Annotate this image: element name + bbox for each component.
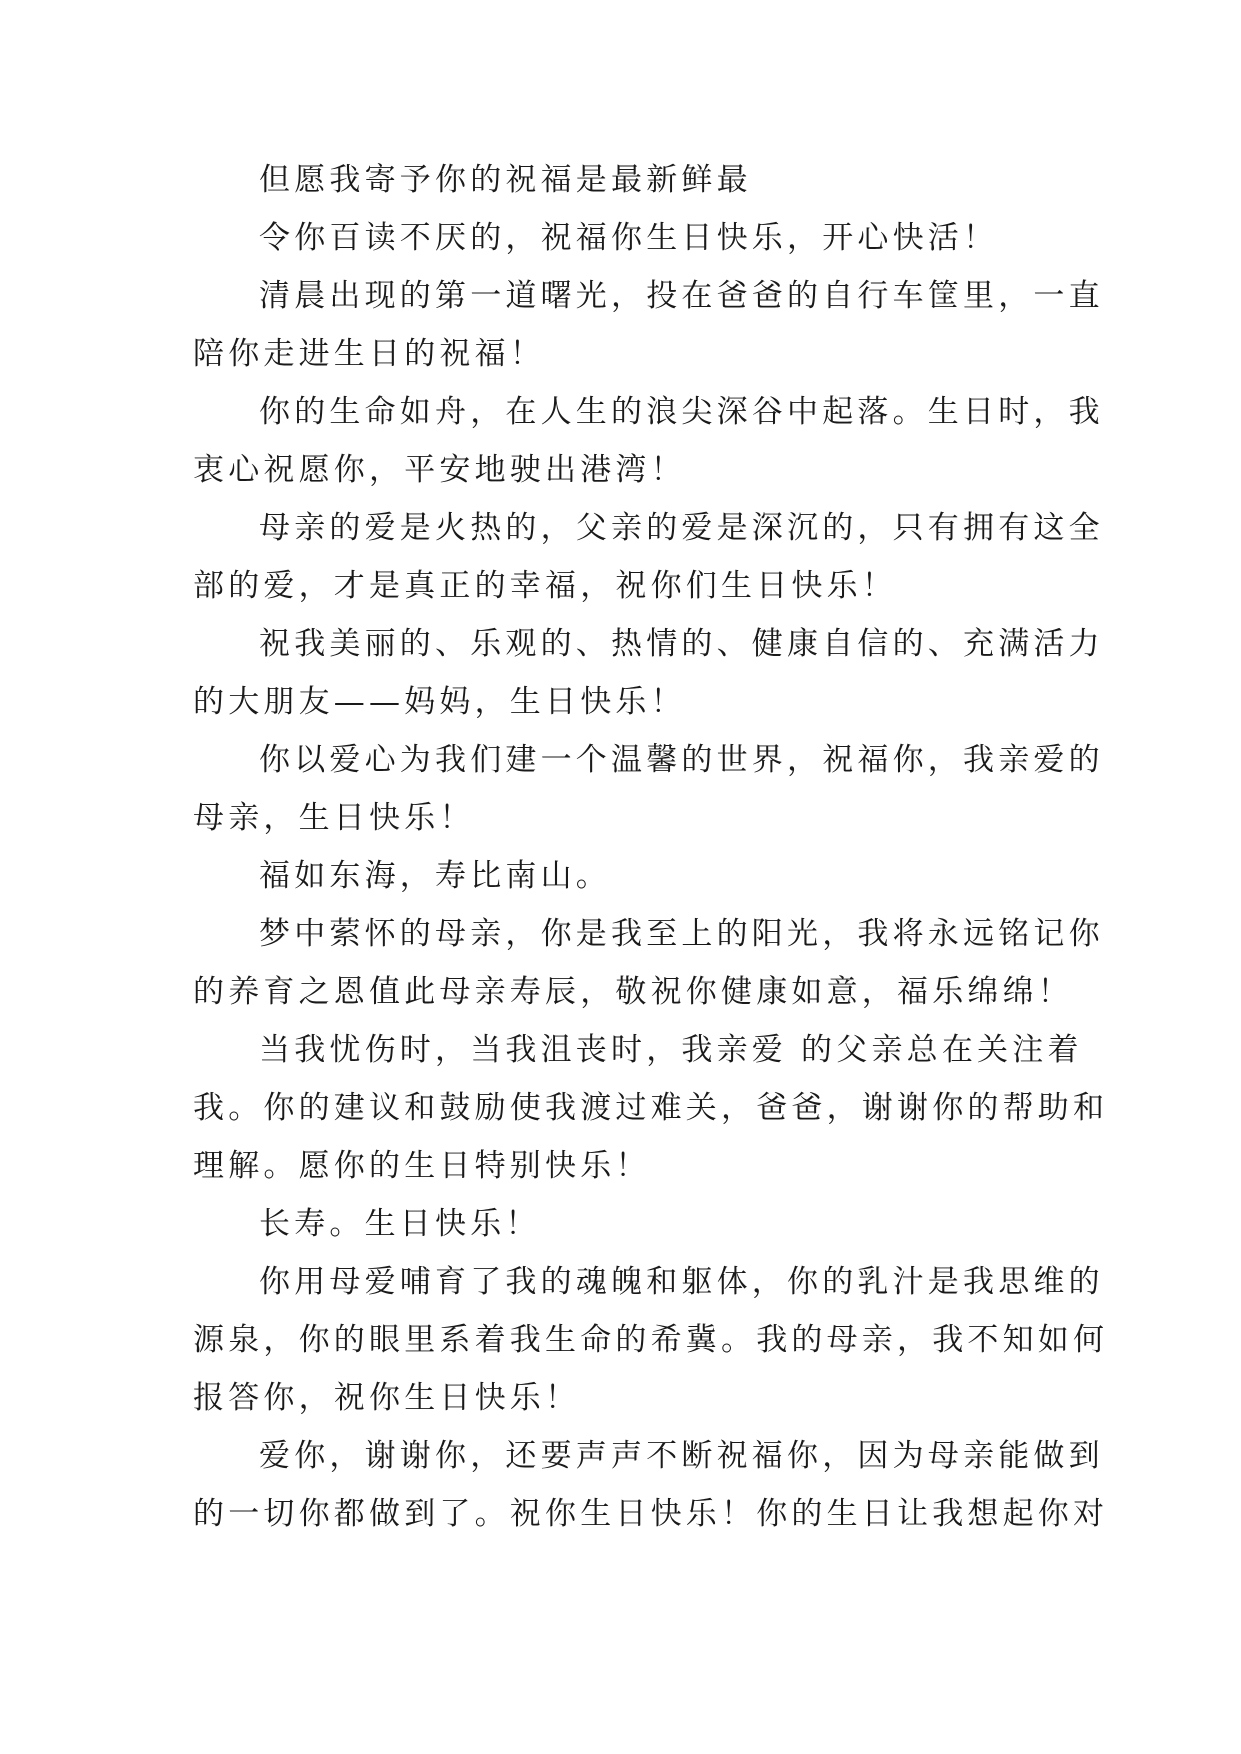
text-line: 理解。愿你的生日特别快乐！	[193, 1148, 651, 1184]
text-line: 的一切你都做到了。祝你生日快乐！你的生日让我想起你对	[193, 1496, 1109, 1532]
text-line: 我。你的建议和鼓励使我渡过难关，爸爸，谢谢你的帮助和	[193, 1090, 1109, 1126]
text-line: 但愿我寄予你的祝福是最新鲜最	[259, 162, 752, 198]
text-line: 当我忧伤时，当我沮丧时，我亲爱 的父亲总在关注着	[259, 1032, 1083, 1068]
text-line: 母亲的爱是火热的，父亲的爱是深沉的，只有拥有这全	[259, 510, 1104, 546]
text-line: 母亲，生日快乐！	[193, 800, 475, 836]
text-line: 部的爱，才是真正的幸福，祝你们生日快乐！	[193, 568, 897, 604]
text-line: 你用母爱哺育了我的魂魄和躯体，你的乳汁是我思维的	[259, 1264, 1104, 1300]
text-line: 长寿。生日快乐！	[259, 1206, 541, 1242]
text-line: 福如东海，寿比南山。	[259, 858, 611, 894]
text-line: 的养育之恩值此母亲寿辰，敬祝你健康如意，福乐绵绵！	[193, 974, 1073, 1010]
text-line: 爱你，谢谢你，还要声声不断祝福你，因为母亲能做到	[259, 1438, 1104, 1474]
text-line: 令你百读不厌的，祝福你生日快乐，开心快活！	[259, 220, 999, 256]
text-line: 清晨出现的第一道曙光，投在爸爸的自行车筐里，一直	[259, 278, 1104, 314]
text-line: 你以爱心为我们建一个温馨的世界，祝福你，我亲爱的	[259, 742, 1104, 778]
text-line: 你的生命如舟，在人生的浪尖深谷中起落。生日时，我	[259, 394, 1104, 430]
text-line: 源泉，你的眼里系着我生命的希冀。我的母亲，我不知如何	[193, 1322, 1109, 1358]
text-line: 衷心祝愿你，平安地驶出港湾！	[193, 452, 686, 488]
text-line: 梦中萦怀的母亲，你是我至上的阳光，我将永远铭记你	[259, 916, 1104, 952]
document-body	[193, 151, 1109, 1543]
text-line: 陪你走进生日的祝福！	[193, 336, 545, 372]
text-line: 的大朋友——妈妈，生日快乐！	[193, 684, 686, 720]
text-line: 报答你，祝你生日快乐！	[193, 1380, 581, 1416]
text-line: 祝我美丽的、乐观的、热情的、健康自信的、充满活力	[259, 626, 1104, 662]
